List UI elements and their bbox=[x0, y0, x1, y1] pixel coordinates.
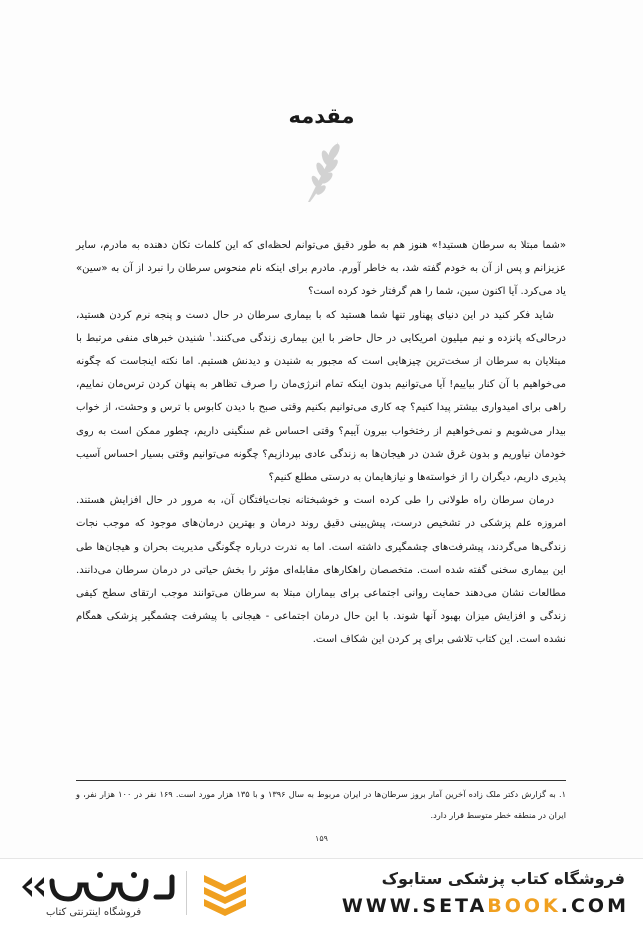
logo-tagline: فروشگاه اینترنتی کتاب bbox=[46, 907, 142, 918]
setabook-logo bbox=[16, 867, 176, 907]
paragraph-3: درمان سرطان راه طولانی را طی کرده است و خوشبختانه نجات‌یافتگان آن، به مرور در حال افزایش هستند. امروزه علم پزشکی در تشخیص درست، پیش‌بینی دقیق روند درمان و بهترین درمان‌های موجود که موجب نجات زندگی‌ها می‌گردند، پیشرفت‌های چشمگیری داشته است. اما به ندرت درباره چگونگی مدیریت بحران و هیجان‌ها طی این بیماری سخنی گفته شده است. متخصصان راهکارهای مقابله‌ای مؤثر را بخش حیاتی در درمان سرطان می‌دانند. مطالعات نشان می‌دهند حمایت روانی اجتماعی برای بیماران مبتلا به سرطان می‌توانند موجب ارتقای سطح کیفی زندگی و افزایش میزان بهبود آنها شوند. با این حال درمان اجتماعی - هیجانی با پیشرفت چشمگیر پزشکی همگام نشده است. این کتاب تلاشی برای پر کردن این شکاف است. bbox=[76, 495, 566, 646]
logo-chevrons-icon bbox=[200, 869, 250, 917]
logo-divider bbox=[186, 871, 187, 915]
footnote-divider bbox=[76, 780, 566, 781]
footnote-reference: ۱ bbox=[208, 330, 213, 339]
paragraph-2: شاید فکر کنید در این دنیای پهناور تنها شما هستید که با بیماری سرطان در حال دست و پنجه نرم کردن هستید، درحالی‌که پانزده و نیم میلیون امریکایی در حال حاضر با این بیماری زندگی می‌کنند.$^۱$ شنیدن خبرهای منفی مرتبط با مبتلایان به سرطان از سخت‌ترین چیزهایی است که مجبور به شنیدن و دیدنش هستیم. اما نکته اینجاست که چگونه می‌خواهیم با آن کنار بیاییم! آیا می‌توانیم بدون اینکه تمام انرژی‌مان را صرف تظاهر به پنهان کردن ترس‌مان نماییم، راهی برای امیدواری بیشتر پیدا کنیم؟ چه کاری می‌توانیم بکنیم وقتی صبح با دیدن کابوس با ترس و وحشت، از خواب بیدار می‌شویم و نمی‌خواهیم از رختخواب بیرون آییم؟ وقتی احساس غم سنگینی داریم، چطور ممکن است به روی خودمان نیاوریم و بدون غرق شدن در هیجان‌ها به زندگی عادی بپردازیم؟ چگونه می‌توانیم وقتی بسیار احساس آسیب پذیری داریم، دیگران را از خواسته‌ها و نیازهایمان به درستی مطلع کنیم؟ bbox=[76, 309, 566, 484]
paragraph-1: «شما مبتلا به سرطان هستید!» هنوز هم به طور دقیق می‌توانم لحظه‌ای که این کلمات تکان دهنده به مادرم، سایر عزیزانم و پس از آن به خودم گفته شد، به خاطر آورم. مادرم برای اینکه نام منحوس سرطان را نبرد از آن به «سین» یاد می‌کرد. آیا اکنون سین، شما را هم گرفتار خود کرده است؟ bbox=[76, 240, 566, 298]
chapter-title: مقدمه bbox=[288, 104, 355, 128]
body-text bbox=[76, 234, 566, 652]
store-banner bbox=[0, 858, 643, 927]
footnote: ۱. به گزارش دکتر ملک زاده آخرین آمار بروز سرطان‌ها در ایران مربوط به سال ۱۳۹۶ و با ۱۳۵ هزار مورد است. ۱۶۹ نفر در ۱۰۰ هزار نفر، و ایران در منطقه خطر متوسط قرار دارد. bbox=[76, 789, 567, 820]
store-name: فروشگاه کتاب پزشکی ستابوک bbox=[381, 869, 625, 888]
store-url[interactable]: WWW.SETABOOK.COM bbox=[341, 895, 629, 917]
page-number: ۱۵۹ bbox=[315, 834, 328, 843]
wheat-ornament-icon bbox=[296, 136, 348, 206]
